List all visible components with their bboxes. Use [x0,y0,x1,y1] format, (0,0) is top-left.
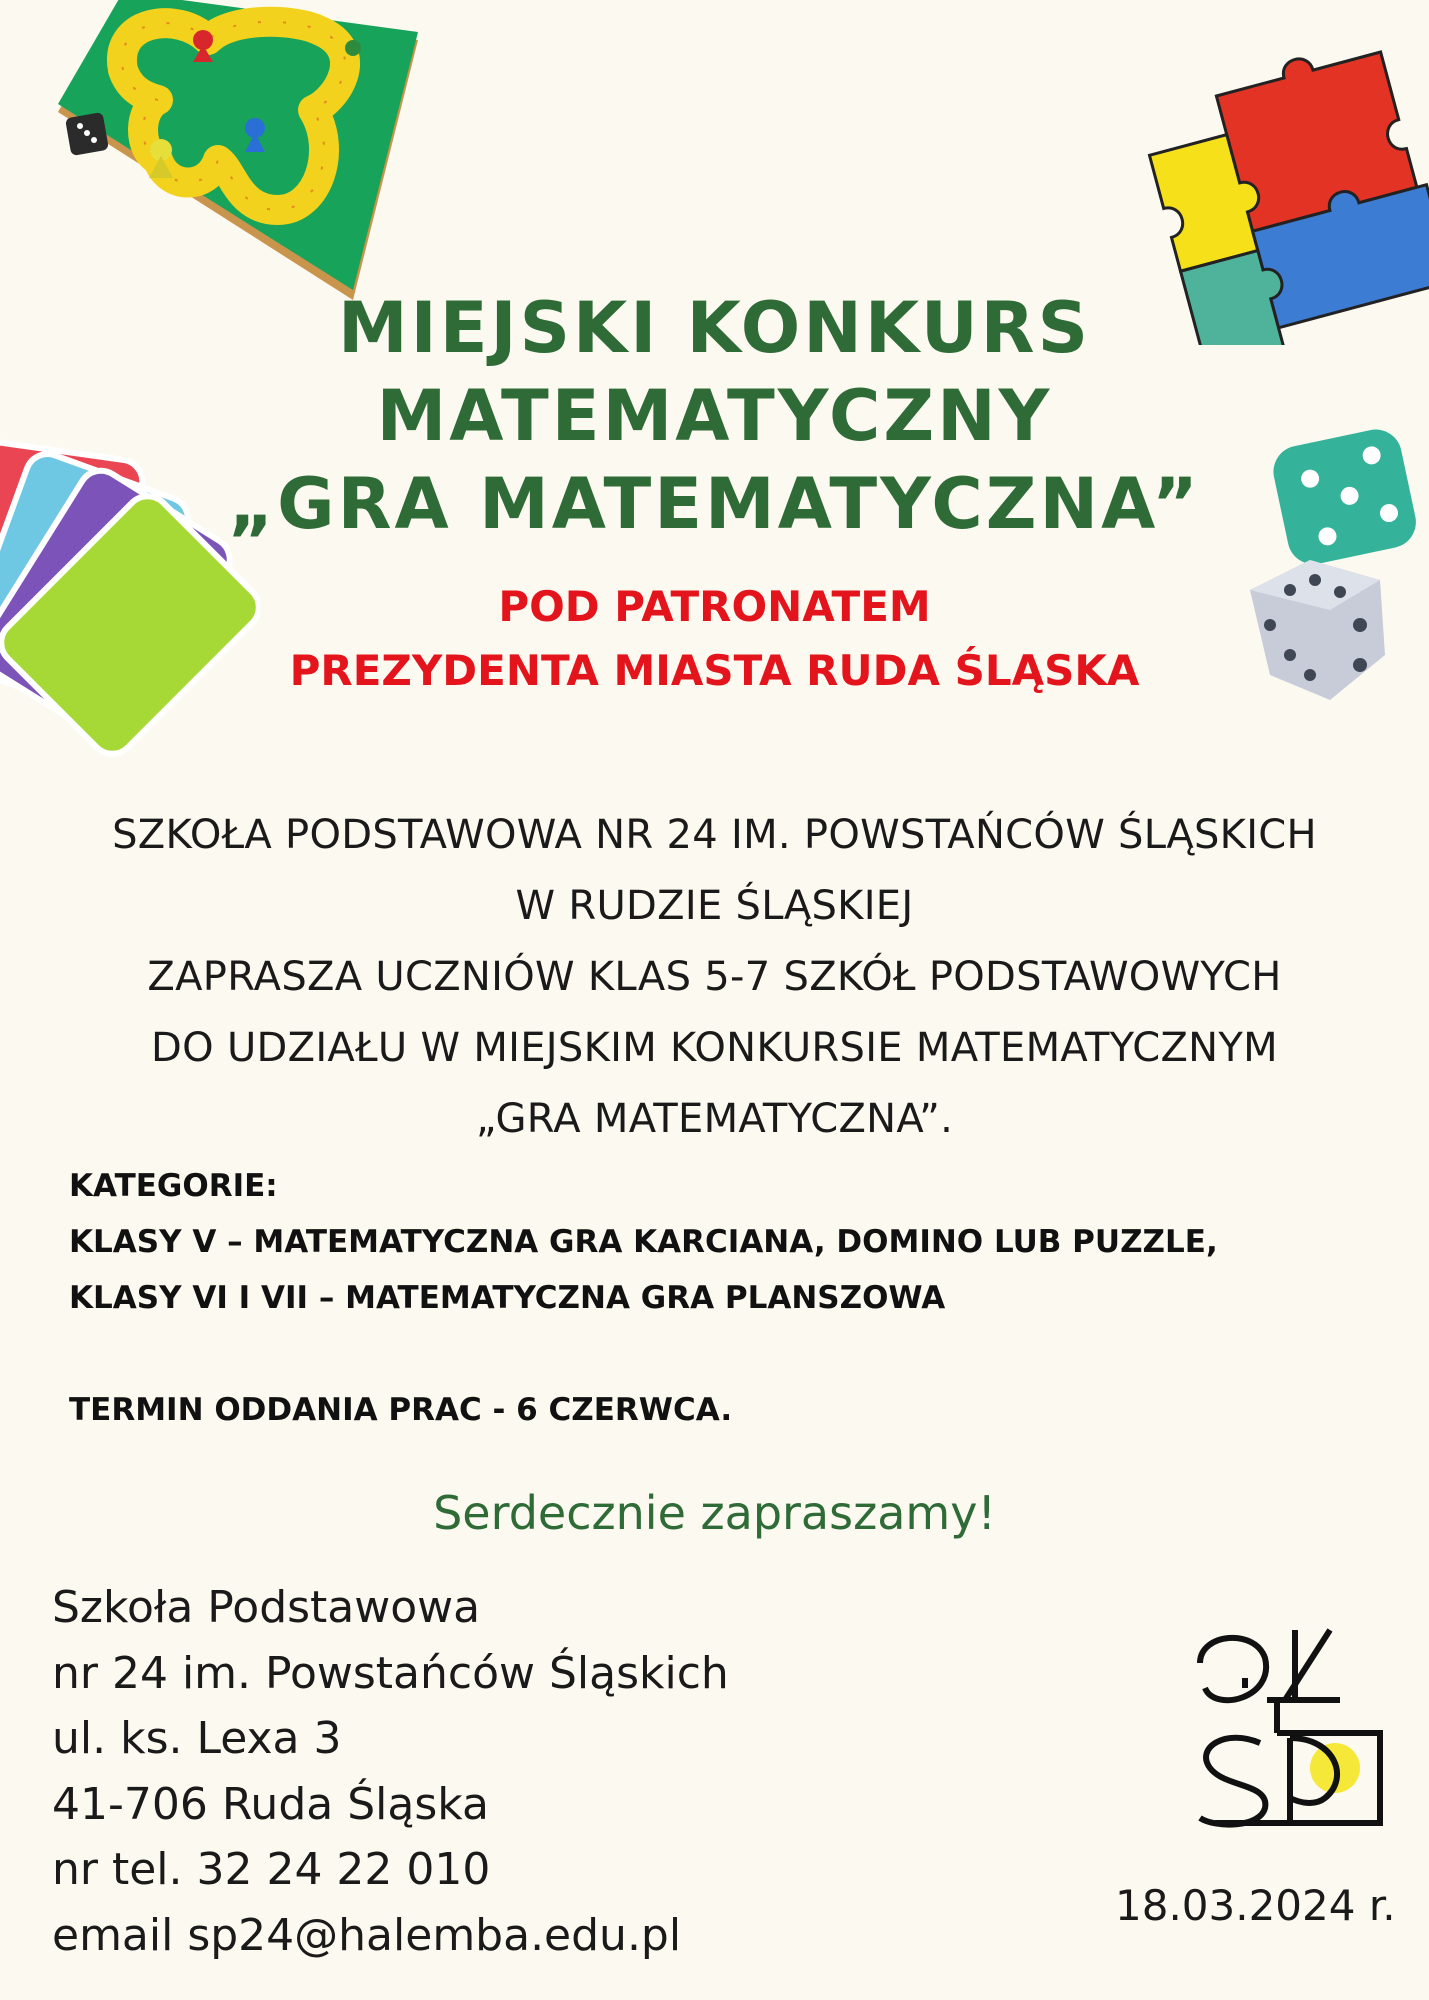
title-line-3: „GRA MATEMATYCZNA” [228,463,1201,545]
intro-text [0,800,1429,1155]
pawn-blue-icon [245,118,265,152]
pawn-green-icon [345,40,361,56]
intro-line: ZAPRASZA UCZNIÓW KLAS 5-7 SZKÓŁ PODSTAWOWYCH [147,954,1282,1000]
address-line: ul. ks. Lexa 3 [52,1713,342,1764]
address-line: 41-706 Ruda Śląska [52,1778,489,1830]
categories [69,1158,1218,1326]
date: 18.03.2024 r. [1115,1881,1396,1930]
main-title [0,284,1429,548]
intro-line: W RUDZIE ŚLĄSKIEJ [515,883,914,929]
patronage-line-2: PREZYDENTA MIASTA RUDA ŚLĄSKA [289,646,1140,695]
dice-icon [65,112,109,156]
deadline: TERMIN ODDANIA PRAC - 6 CZERWCA. [69,1392,733,1428]
email-line: email sp24@halemba.edu.pl [52,1909,682,1961]
intro-line: SZKOŁA PODSTAWOWA NR 24 IM. POWSTAŃCÓW ŚLĄSKICH [112,812,1317,858]
title-line-1: MIEJSKI KONKURS [338,287,1091,369]
category-item: KLASY V – MATEMATYCZNA GRA KARCIANA, DOMINO LUB PUZZLE, [69,1224,1218,1260]
board-game-illustration [18,0,418,300]
title-line-2: MATEMATYCZNY [376,375,1053,457]
school-address [52,1575,729,1968]
invitation: Serdecznie zapraszamy! [433,1486,996,1540]
intro-line: DO UDZIAŁU W MIEJSKIM KONKURSIE MATEMATYCZNYM [151,1025,1278,1071]
patronage-line-1: POD PATRONATEM [498,582,931,631]
address-line: nr 24 im. Powstańców Śląskich [52,1647,729,1699]
category-item: KLASY VI I VII – MATEMATYCZNA GRA PLANSZOWA [69,1280,946,1316]
address-line: Szkoła Podstawowa [52,1582,481,1633]
categories-heading: KATEGORIE: [69,1168,278,1204]
intro-line: „GRA MATEMATYCZNA”. [475,1096,954,1142]
school-logo [1185,1618,1385,1838]
patronage [0,575,1429,703]
pawn-red-icon [193,30,213,62]
address-line: nr tel. 32 24 22 010 [52,1844,491,1895]
